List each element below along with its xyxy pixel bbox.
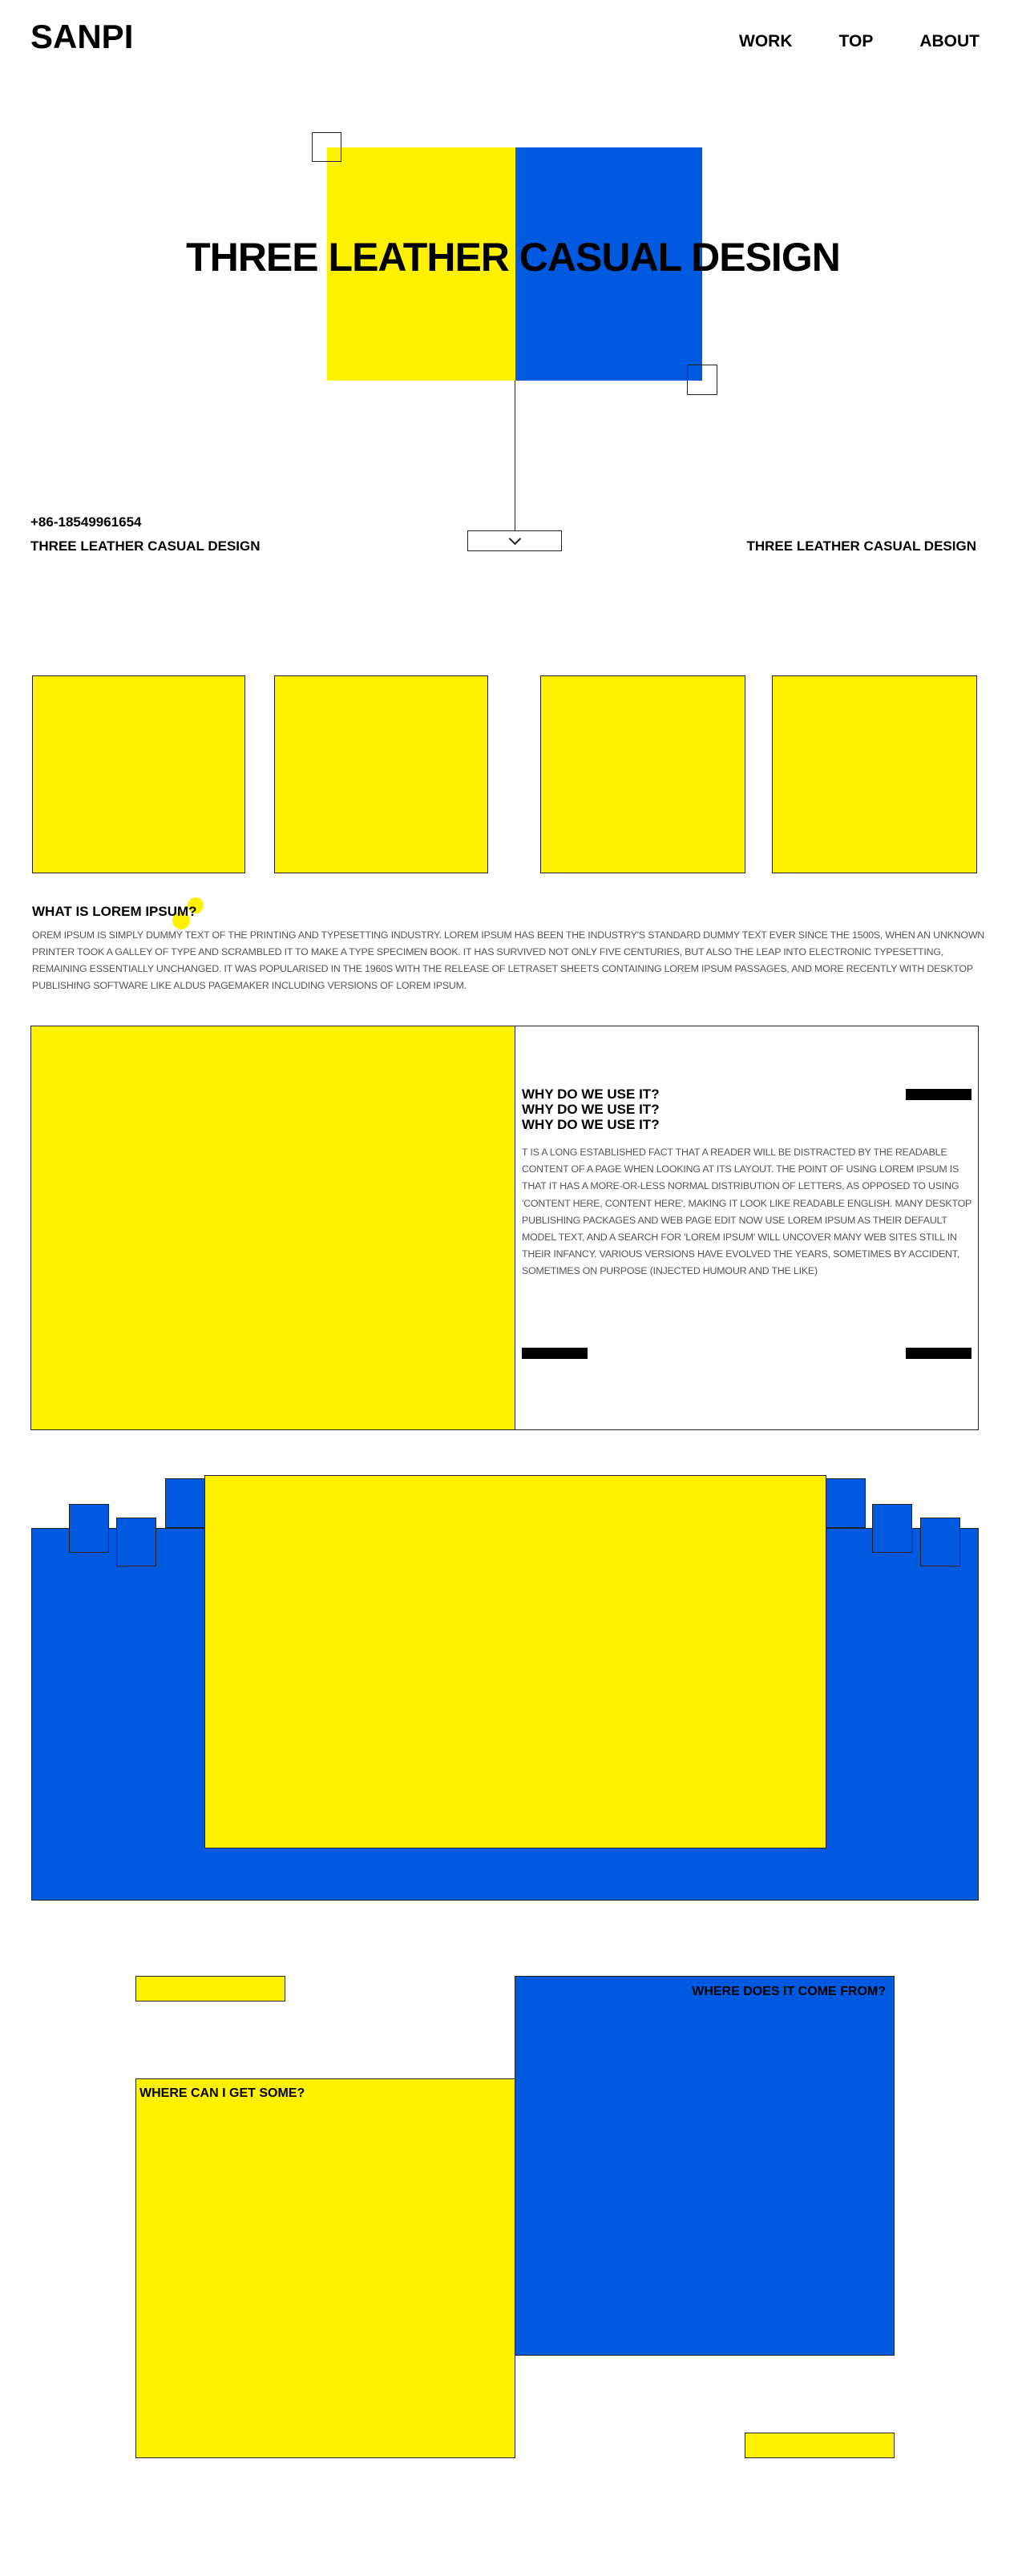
lorem-title: WHAT IS LOREM IPSUM? xyxy=(32,904,197,919)
scroll-down-button[interactable] xyxy=(467,530,562,551)
nav-about[interactable]: ABOUT xyxy=(919,32,980,50)
feature-square-left-2 xyxy=(116,1518,156,1566)
lorem-body: OREM IPSUM IS SIMPLY DUMMY TEXT OF THE PRINTING AND TYPESETTING INDUSTRY. LOREM IPSUM HAS BEEN THE INDUSTRY'S STANDARD DUMMY TEXT EVER SINCE THE 1500S, WHEN AN UNKNOWN PRINTER TOOK A GALLEY OF TYPE AND SCRAMBLED IT TO MAKE A TYPE SPECIMEN BOOK. IT HAS SURVIVED NOT ONLY FIVE CENTURIES, BUT ALSO THE LEAP INTO ELECTRONIC TYPESETTING, REMAINING ESSENTIALLY UNCHANGED. IT WAS POPULARISED IN THE 1960S WITH THE RELEASE OF LETRASET SHEETS CONTAINING LOREM IPSUM PASSAGES, AND MORE RECENTLY WITH DESKTOP PUBLISHING SOFTWARE LIKE ALDUS PAGEMAKER INCLUDING VERSIONS OF LOREM IPSUM. xyxy=(32,929,985,991)
feature-square-right-1 xyxy=(872,1504,912,1553)
where-yellow-panel xyxy=(135,2078,515,2458)
nav-top[interactable]: TOP xyxy=(838,32,874,50)
where-get-some-title: WHERE CAN I GET SOME? xyxy=(139,2086,305,2100)
why-title-line-1: WHY DO WE USE IT? xyxy=(522,1086,660,1102)
gallery-tile-1[interactable] xyxy=(32,675,245,873)
where-accent-bar-top xyxy=(135,1976,285,2002)
gallery-tile-4[interactable] xyxy=(772,675,977,873)
why-title xyxy=(522,1086,660,1132)
hero-tagline-left: THREE LEATHER CASUAL DESIGN xyxy=(30,538,261,554)
chevron-down-icon xyxy=(508,532,521,545)
phone-number: +86-18549961654 xyxy=(30,514,142,530)
gallery-tile-2[interactable] xyxy=(274,675,488,873)
why-body: T IS A LONG ESTABLISHED FACT THAT A READER WILL BE DISTRACTED BY THE READABLE CONTENT OF A PAGE WHEN LOOKING AT ITS LAYOUT. THE POINT OF USING LOREM IPSUM IS THAT IT HAS A MORE-OR-LESS NORMAL DISTRIBUTION OF LETTERS, AS OPPOSED TO USING 'CONTENT HERE, CONTENT HERE', MAKING IT LOOK LIKE READABLE ENGLISH. MANY DESKTOP PUBLISHING PACKAGES AND WEB PAGE EDIT NOW USE LOREM IPSUM AS THEIR DEFAULT MODEL TEXT, AND A SEARCH FOR 'LOREM IPSUM' WILL UNCOVER MANY WEB SITES STILL IN THEIR INFANCY. VARIOUS VERSIONS HAVE EVOLVED THE YEARS, SOMETIMES BY ACCIDENT, SOMETIMES ON PURPOSE (INJECTED HUMOUR AND THE LIKE) xyxy=(522,1147,971,1277)
why-image xyxy=(31,1026,515,1429)
why-bar-top-right xyxy=(906,1089,971,1100)
gallery-tile-3[interactable] xyxy=(540,675,745,873)
why-title-line-2: WHY DO WE USE IT? xyxy=(522,1102,660,1117)
where-accent-bar-bottom xyxy=(745,2433,895,2458)
why-title-line-3: WHY DO WE USE IT? xyxy=(522,1117,660,1132)
feature-square-left-1 xyxy=(69,1504,109,1553)
hero-title: THREE LEATHER CASUAL DESIGN xyxy=(186,235,840,280)
where-come-from-title: WHERE DOES IT COME FROM? xyxy=(692,1985,886,1998)
nav-work[interactable]: WORK xyxy=(739,32,793,50)
hero-tagline-right: THREE LEATHER CASUAL DESIGN xyxy=(746,538,976,554)
feature-tab-right xyxy=(826,1478,866,1528)
hero-outline-square-top xyxy=(312,132,341,162)
main-nav xyxy=(739,32,980,51)
where-blue-panel xyxy=(515,1976,895,2356)
hero-outline-square-bottom xyxy=(687,365,717,395)
feature-tab-left xyxy=(165,1478,205,1528)
logo[interactable]: SANPI xyxy=(30,18,134,55)
why-bar-bottom-left xyxy=(522,1348,588,1359)
why-bar-bottom-right xyxy=(906,1348,971,1359)
feature-square-right-2 xyxy=(920,1518,960,1566)
feature-yellow-image xyxy=(204,1475,826,1848)
